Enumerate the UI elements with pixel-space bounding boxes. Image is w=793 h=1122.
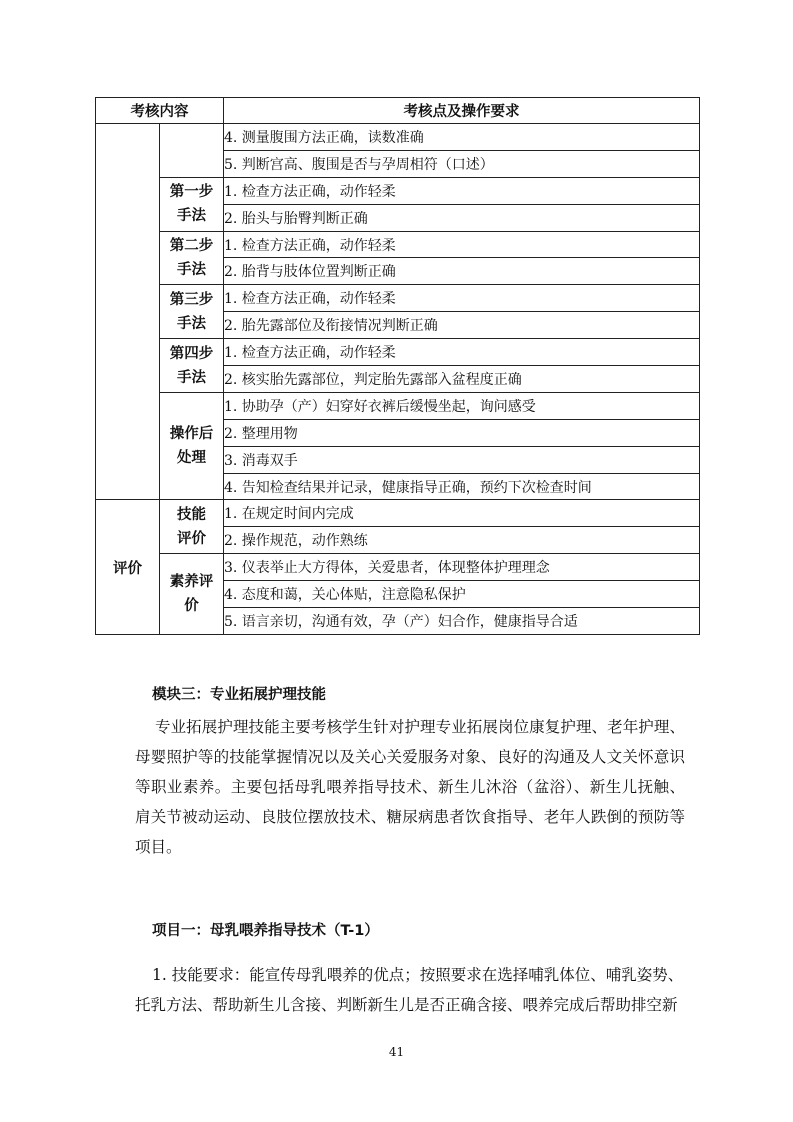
group-line: 第一步 bbox=[169, 184, 214, 201]
header-content: 考核内容 bbox=[96, 98, 224, 124]
item-text: 1. 协助孕（产）妇穿好衣裤后缓慢坐起，询问感受 bbox=[224, 392, 700, 419]
item-text: 2. 操作规范，动作熟练 bbox=[224, 527, 700, 554]
group-line: 第二步 bbox=[169, 237, 214, 254]
group-step4 bbox=[160, 339, 224, 393]
header-points: 考核点及操作要求 bbox=[224, 98, 700, 124]
group-line: 素养评 bbox=[169, 574, 214, 591]
requirement-line-2: 托乳方法、帮助新生儿含接、判断新生儿是否正确含接、喂养完成后帮助排空新 bbox=[135, 996, 678, 1014]
item-text: 3. 仪表举止大方得体，关爱患者，体现整体护理理念 bbox=[224, 554, 700, 581]
table-row bbox=[96, 177, 700, 204]
item-text: 1. 检查方法正确，动作轻柔 bbox=[224, 177, 700, 204]
table-row bbox=[96, 392, 700, 419]
group-after bbox=[160, 392, 224, 500]
group-skill bbox=[160, 500, 224, 554]
table-row bbox=[96, 554, 700, 581]
group-quality bbox=[160, 554, 224, 635]
item-text: 2. 胎背与肢体位置判断正确 bbox=[224, 258, 700, 285]
assessment-table bbox=[95, 97, 700, 635]
table-row bbox=[96, 500, 700, 527]
item-text: 4. 态度和蔼，关心体贴，注意隐私保护 bbox=[224, 581, 700, 608]
page-number: 41 bbox=[388, 1045, 405, 1059]
group-step1 bbox=[160, 177, 224, 231]
item-text: 2. 整理用物 bbox=[224, 419, 700, 446]
category-cell-empty bbox=[96, 124, 160, 500]
item-text: 2. 胎先露部位及衔接情况判断正确 bbox=[224, 312, 700, 339]
table-row bbox=[96, 285, 700, 312]
category-eval: 评价 bbox=[96, 500, 160, 634]
item-text: 1. 检查方法正确，动作轻柔 bbox=[224, 231, 700, 258]
module-body: 专业拓展护理技能主要考核学生针对护理专业拓展岗位康复护理、老年护理、母婴照护等的技能掌握情况以及关心关爱服务对象、良好的沟通及人文关怀意识等职业素养。主要包括母乳喂养指导技术、新生儿沐浴（盆浴）、新生儿抚触、肩关节被动运动、良肢位摆放技术、糖尿病患者饮食指导、老年人跌倒的预防等项目。 bbox=[135, 718, 685, 856]
item-text: 2. 核实胎先露部位，判定胎先露部入盆程度正确 bbox=[224, 366, 700, 393]
group-line: 评价 bbox=[177, 530, 206, 547]
group-line: 价 bbox=[184, 598, 199, 615]
table-row bbox=[96, 339, 700, 366]
item-text: 1. 检查方法正确，动作轻柔 bbox=[224, 339, 700, 366]
item-text: 4. 测量腹围方法正确，读数准确 bbox=[224, 124, 700, 151]
group-line: 手法 bbox=[177, 261, 206, 278]
item-text: 5. 判断宫高、腹围是否与孕周相符（口述） bbox=[224, 150, 700, 177]
module-title: 模块三：专业拓展护理技能 bbox=[152, 687, 326, 703]
group-line: 手法 bbox=[177, 315, 206, 332]
item-text: 3. 消毒双手 bbox=[224, 446, 700, 473]
item-text: 2. 胎头与胎臀判断正确 bbox=[224, 204, 700, 231]
item-text: 1. 在规定时间内完成 bbox=[224, 500, 700, 527]
table-header-row bbox=[96, 98, 700, 124]
item-text: 5. 语言亲切，沟通有效，孕（产）妇合作，健康指导合适 bbox=[224, 608, 700, 635]
group-line: 手法 bbox=[177, 208, 206, 225]
requirement-line-1: 1. 技能要求：能宣传母乳喂养的优点；按照要求在选择哺乳体位、哺乳姿势、 bbox=[152, 966, 684, 984]
group-line: 第三步 bbox=[169, 291, 214, 308]
group-line: 处理 bbox=[177, 450, 206, 467]
table-row bbox=[96, 124, 700, 151]
group-line: 技能 bbox=[177, 506, 206, 523]
project-title: 项目一：母乳喂养指导技术（T-1） bbox=[152, 923, 379, 939]
table-row bbox=[96, 231, 700, 258]
group-cell-empty bbox=[160, 124, 224, 178]
item-text: 4. 告知检查结果并记录，健康指导正确，预约下次检查时间 bbox=[224, 473, 700, 500]
group-line: 操作后 bbox=[169, 426, 214, 443]
group-line: 第四步 bbox=[169, 345, 214, 362]
group-step2 bbox=[160, 231, 224, 285]
group-line: 手法 bbox=[177, 369, 206, 386]
group-step3 bbox=[160, 285, 224, 339]
item-text: 1. 检查方法正确，动作轻柔 bbox=[224, 285, 700, 312]
